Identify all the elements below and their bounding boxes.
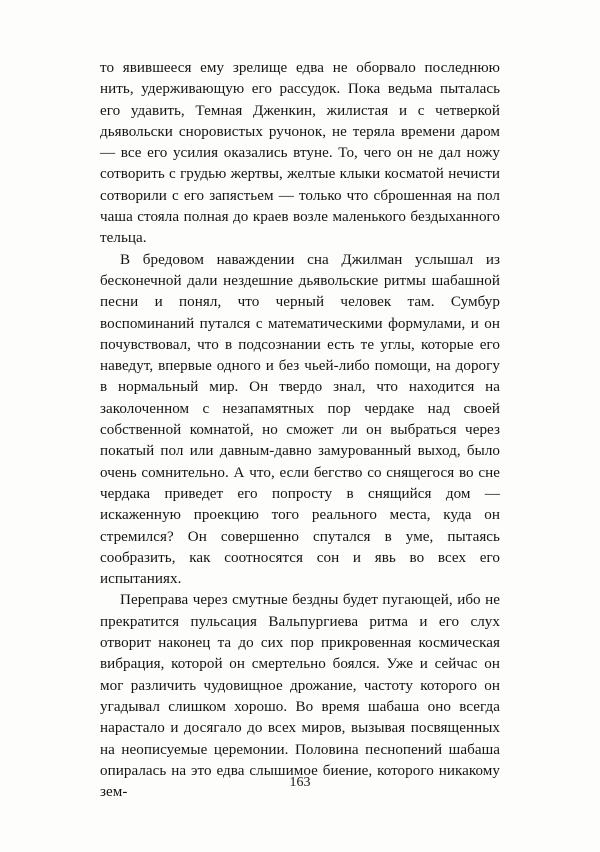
paragraph: В бредовом наваждении сна Джилман услышал из бесконечной дали нездешние дьявольские ритмы шабашной песни и понял, что черный человек там. Сумбур воспоминаний путался с математическими формулами, и он почувствовал, что в подсознании есть те углы, которые его наведут, впервые одного и без чьей-либо помощи, на дорогу в нормальный мир. Он твердо знал, что находится на заколоченном с незапамятных пор чердаке над своей собственной комнатой, но сможет ли он выбраться через покатый пол или давным-давно замурованный выход, было очень сомнительно. А что, если бегство со снящегося во сне чердака приведет его попросту в снящийся дом — искаженную проекцию того реального места, куда он стремился? Он совершенно спутался в уме, пытаясь сообразить, как соотносятся сон и явь во всех его испытаниях. [100,251,500,588]
page-number: 163 [289,775,311,790]
page-text-block [100,58,500,803]
paragraph: Переправа через смутные бездны будет пугающей, ибо не прекратится пульсация Вальпургиева ритма и его слух отворит наконец та до сих пор прикровенная космическая вибрация, которой он смертельно боялся. Уже и сейчас он мог различить чудовищное дрожание, частоту которого он угадывал слишком хорошо. Во время шабаша оно всегда нарастало и досягало до всех миров, вызывая посвященных на неописуемые церемонии. Половина песнопений шабаша опиралась на это едва слышимое биение, которого никакому зем- [100,592,500,801]
paragraph: то явившееся ему зрелище едва не оборвало последнюю нить, удерживающую его рассудок. Пока ведьма пыталась его удавить, Темная Дженкин, жилистая и с четверкой дьявольски сноровистых ручонок, не теряла времени даром — все его усилия оказались втуне. То, чего он не дал ножу сотворить с грудью жертвы, желтые клыки косматой нечисти сотворили с его запястьем — только что сброшенная на пол чаша стояла полная до краев возле маленького бездыханного тельца. [100,60,500,247]
